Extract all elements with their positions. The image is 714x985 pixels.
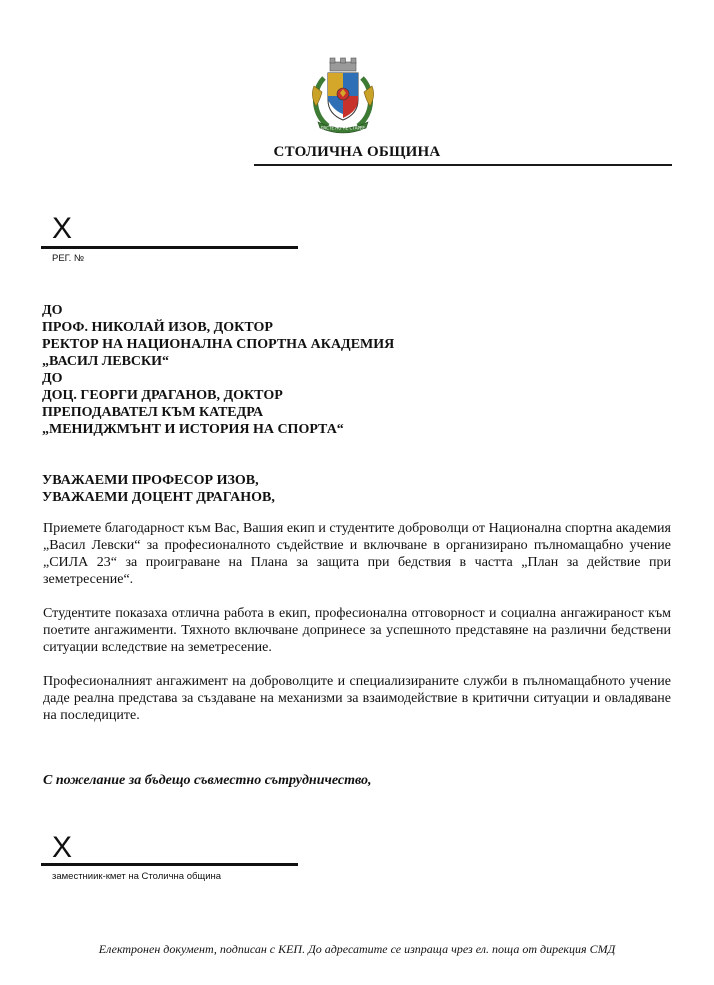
- recipient-line: ДО: [42, 371, 63, 386]
- sofia-coat-of-arms-icon: [306, 56, 380, 136]
- body-paragraph: Студентите показаха отлична работа в екип, професионална отговорност и социална ангажираност към поетите ангажименти. Тяхното включване допринесе за успешното представяне на различни бедствени ситуации вследствие на земетресение.: [43, 606, 671, 655]
- signature-line: [41, 863, 298, 866]
- salutation-line: УВАЖАЕМИ ДОЦЕНТ ДРАГАНОВ,: [42, 490, 275, 505]
- recipient-line: ПРЕПОДАВАТЕЛ КЪМ КАТЕДРА: [42, 405, 264, 420]
- salutation-block: [42, 472, 682, 506]
- signature-mark: X: [52, 831, 73, 864]
- recipient-line: ДО: [42, 303, 63, 318]
- recipient-line: „ВАСИЛ ЛЕВСКИ“: [42, 354, 170, 369]
- footer-note: Електронен документ, подписан с КЕП. До адресатите се изпраща чрез ел. поща от дирекция СМД: [98, 942, 616, 956]
- recipient-block: [42, 302, 682, 438]
- salutation-line: УВАЖАЕМИ ПРОФЕСОР ИЗОВ,: [42, 473, 259, 488]
- recipient-line: РЕКТОР НА НАЦИОНАЛНА СПОРТНА АКАДЕМИЯ: [42, 337, 395, 352]
- registration-signature-mark: X: [52, 212, 73, 245]
- header-divider: [254, 164, 672, 166]
- recipient-line: ПРОФ. НИКОЛАЙ ИЗОВ, ДОКТОР: [42, 320, 273, 335]
- closing-line: С пожелание за бъдещо съвместно сътрудничество,: [43, 773, 372, 788]
- crest-motto: РАСТЕ НО НЕ СТАРЕЕ: [321, 125, 365, 131]
- recipient-line: ДОЦ. ГЕОРГИ ДРАГАНОВ, ДОКТОР: [42, 388, 283, 403]
- organization-name: СТОЛИЧНА ОБЩИНА: [273, 144, 441, 160]
- registration-signature-line: [41, 246, 298, 249]
- body-paragraph: Приемете благодарност към Вас, Вашия екип и студентите доброволци от Национална спортна академия „Васил Левски“ за професионалното съдействие и включване в организирано пълномащабно учение „СИЛА 23“ за проиграване на Плана за защита при бедствия в частта „План за действие при земетресение“.: [43, 521, 671, 587]
- recipient-line: „МЕНИДЖМЪНТ И ИСТОРИЯ НА СПОРТА“: [42, 422, 344, 437]
- registration-number-label: РЕГ. №: [52, 253, 85, 264]
- body-paragraph: Професионалният ангажимент на доброволците и специализираните служби в пълномащабното учение даде реална представа за създаване на механизми за взаимодействие в критични ситуации и овладяване на последиците.: [43, 674, 671, 723]
- signatory-title: заместниик-кмет на Столична община: [52, 871, 222, 882]
